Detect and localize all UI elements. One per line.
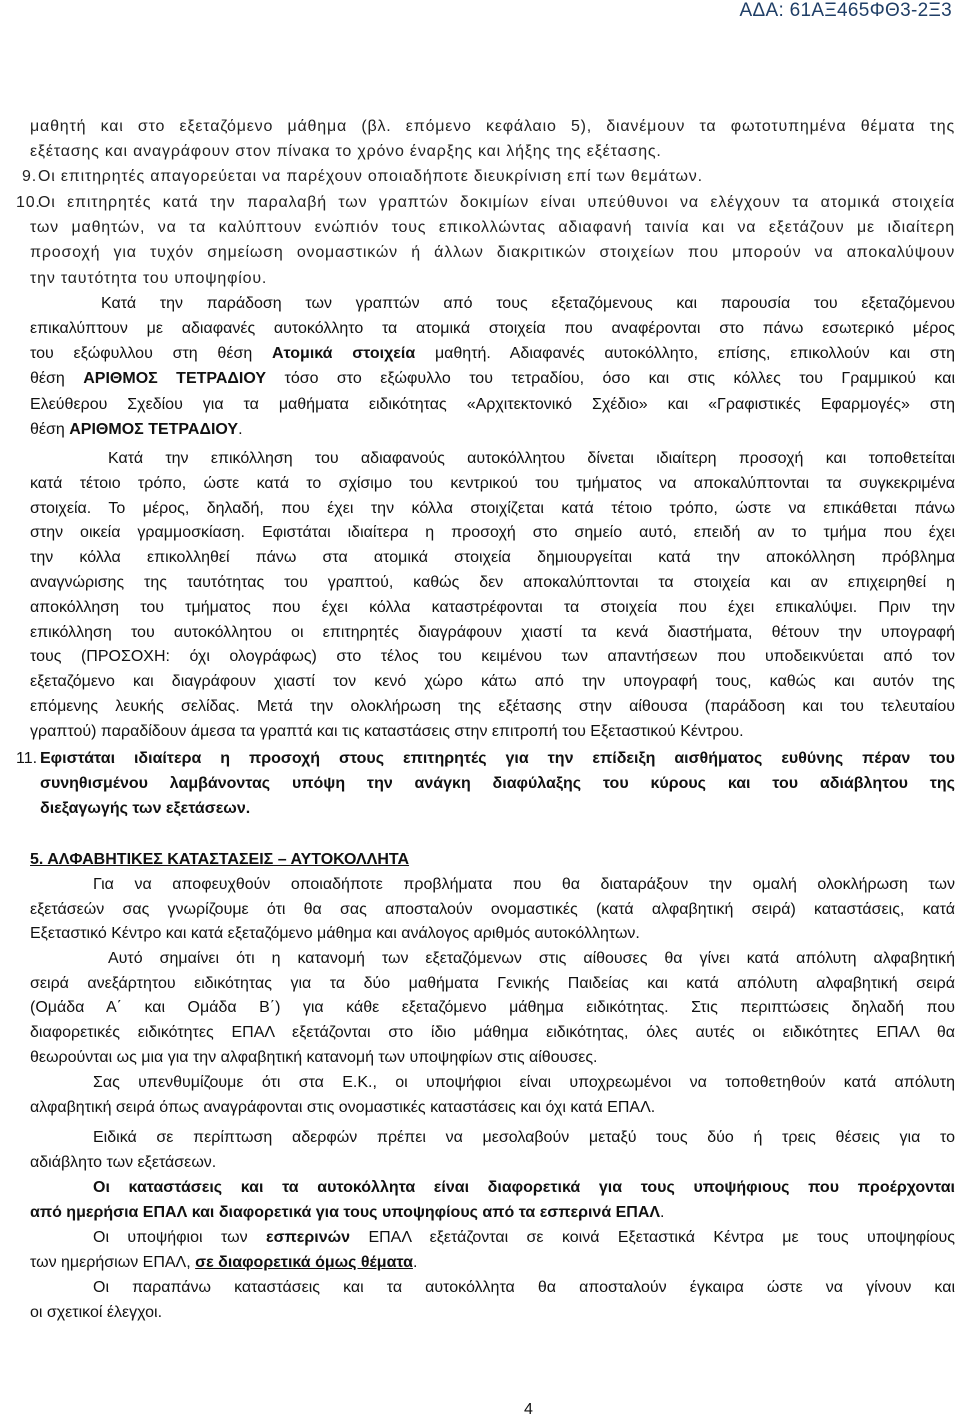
text-run: θέση — [30, 421, 70, 438]
body-text-line: σειρά ανεξάρτητου ειδικότητας για τα δύο μαθήματα Γενικής Παιδείας και κατά απόλυτη αλφαβητική σειρά — [30, 975, 955, 992]
body-text-line: Οι επιτηρητές απαγορεύεται να παρέχουν οποιαδήποτε διευκρίνιση επί των θεμάτων. — [38, 168, 703, 185]
bold-emphasis: ΑΡΙΘΜΟΣ ΤΕΤΡΑΔΙΟΥ — [83, 370, 267, 387]
bold-emphasis: ΑΡΙΘΜΟΣ ΤΕΤΡΑΔΙΟΥ — [69, 421, 239, 438]
body-text-line — [30, 1251, 955, 1275]
text-run: θέση — [30, 370, 84, 387]
body-text-line: θεωρούνται ως μια για την αλφαβητική κατανομή των υποψηφίων στις αίθουσες. — [30, 1049, 598, 1066]
body-text-line: Ειδικά σε περίπτωση αδερφών πρέπει να μεσολαβούν μεταξύ τους δύο ή τρεις θέσεις για το — [93, 1129, 955, 1146]
text-run: τόσο στο εξώφυλλο του τετραδίου, όσο και στις κόλλες του Γραμμικού και — [266, 370, 956, 387]
body-text-line — [30, 418, 955, 442]
text-run: των ημερήσιων ΕΠΑΛ, — [30, 1254, 196, 1271]
body-text-line: τους (ΠΡΟΣΟΧΗ: όχι ολογράφως) στο τέλος του κειμένου των απαντήσεων που υποδεικνύεται από τον — [30, 648, 955, 665]
text-run: του εξώφυλλου στη θέση — [30, 345, 272, 362]
body-text-line: Οι επιτηρητές κατά την παραλαβή των γραπτών δοκιμίων είναι υπεύθυνοι να ελέγχουν τα ατομικά στοιχεία — [38, 194, 955, 211]
body-text-line: κατά τέτοιο τρόπο, ώστε κατά το σχίσιμο του κεντρικού του τμήματος να αποκαλύπτονται τα συγκεκριμένα — [30, 475, 955, 492]
body-text-line: Κατά την επικόλληση του αδιαφανούς αυτοκόλλητου δίνεται ιδιαίτερη προσοχή και τοποθετείται — [108, 450, 955, 467]
bold-text-line: συνηθισμένου λαμβάνοντας υπόψη την ανάγκη διαφύλαξης του κύρους και του αδιάβλητου της — [40, 775, 955, 792]
bold-text-line: διεξαγωγής των εξετάσεων. — [40, 800, 251, 817]
text-run: μαθητή. Αδιαφανές αυτοκόλλητο, επίσης, επικολλούν και στη — [415, 345, 955, 362]
text-run: . — [660, 1204, 665, 1221]
body-text-line: επόμενης λευκής σελίδας. Μετά την ολοκλήρωση της εξέτασης στην αίθουσα (παράδοση και του τελευταίου — [30, 698, 955, 715]
body-text-line: εξέτασης και αναγράφουν στον πίνακα το χρόνο έναρξης και λήξης της εξέτασης. — [30, 143, 662, 160]
body-text-line: αδιάβλητο των εξετάσεων. — [30, 1154, 217, 1171]
body-text-line: αποκόλληση του τμήματος που έχει κόλλα καταστρέφονται τα στοιχεία που έχει επικαλύψει. Πριν την — [30, 599, 955, 616]
body-text-line: εξεταζόμενο και διαγράφουν χιαστί τον κενό χώρο κάτω από την υπογραφή τους, καθώς και αυτόν της — [30, 673, 955, 690]
body-text-line: επικαλύπτουν με αδιαφανές αυτοκόλλητο τα ατομικά στοιχεία που αναφέρονται στο πάνω εσωτερικό μέρος — [30, 320, 955, 337]
list-number: 11. — [16, 750, 38, 767]
body-text-line — [30, 1201, 955, 1225]
body-text-line: μαθητή και στο εξεταζόμενο μάθημα (βλ. επόμενο κεφάλαιο 5), διανέμουν τα φωτοτυπημένα θέματα της — [30, 118, 955, 135]
section-heading — [30, 848, 955, 872]
body-text-line: προσοχή για τυχόν σημείωση ονομαστικών ή άλλων διακριτικών στοιχείων που μπορούν να αποκαλύψουν — [30, 244, 955, 261]
body-text-line: αλφαβητική σειρά όπως αναγράφονται στις ονομαστικές καταστάσεις και όχι κατά ΕΠΑΛ. — [30, 1099, 656, 1116]
body-text-line: διαφορετικές ειδικότητες ΕΠΑΛ εξετάζονται στο ίδιο μάθημα ειδικότητας, όλες αυτές οι ειδικότητες ΕΠΑΛ θα — [30, 1024, 955, 1041]
ada-code: ΑΔΑ: 61ΑΞ465ΦΘ3-2Ξ3 — [739, 0, 952, 21]
list-number: 9. — [22, 168, 37, 185]
body-text-line: επικόλληση του αυτοκόλλητου οι επιτηρητές διαγράφουν χιαστί τα κενά διαστήματα, θέτουν την υπογραφή — [30, 624, 955, 641]
bold-underlined-emphasis: σε διαφορετικά όμως θέματα — [195, 1254, 413, 1271]
bold-text-line: Εφιστάται ιδιαίτερα η προσοχή στους επιτηρητές για την επίδειξη αισθήματος ευθύνης πέραν του — [40, 750, 955, 767]
text-run: ΕΠΑΛ εξετάζονται σε κοινά Εξεταστικά Κέντρα με τους υποψηφίους — [350, 1229, 955, 1246]
body-text-line: την κόλλα επικολληθεί πάνω στα ατομικά στοιχεία δημιουργείται κατά την αποκόλληση πρόβλημα — [30, 549, 955, 566]
body-text-line: Σας υπενθυμίζουμε ότι στα Ε.Κ., οι υποψήφιοι είναι υποχρεωμένοι να τοποθετηθούν κατά απόλυτη — [93, 1074, 955, 1091]
bold-text-line: Οι καταστάσεις και τα αυτοκόλλητα είναι διαφορετικά για τους υποψήφιους που προέρχονται — [93, 1179, 955, 1196]
bold-emphasis: από ημερήσια ΕΠΑΛ και διαφορετικά για τους υποψηφίους από τα εσπερινά ΕΠΑΛ — [30, 1204, 661, 1221]
text-run: Οι υποψήφιοι των — [93, 1229, 266, 1246]
body-text-line: Για να αποφευχθούν οποιαδήποτε προβλήματα που θα διαταράξουν την ομαλή ολοκλήρωση των — [93, 876, 955, 893]
body-text-line: την ταυτότητα του υποψηφίου. — [30, 270, 268, 287]
body-text-line — [30, 367, 955, 391]
list-number: 10. — [16, 194, 41, 211]
text-run: . — [238, 421, 243, 438]
body-text-line — [30, 342, 955, 366]
body-text-line: των μαθητών, να τα καλύπτουν ενώπιόν τους επικολλώντας αδιαφανή ταινία και να εξετάζουν με ιδιαίτερη — [30, 219, 955, 236]
body-text-line: (Ομάδα Α΄ και Ομάδα Β΄) για κάθε εξεταζόμενο μάθημα ειδικότητας. Στις περιπτώσεις δηλαδή που — [30, 999, 955, 1016]
bold-emphasis: εσπερινών — [265, 1229, 351, 1246]
body-text-line — [93, 1226, 955, 1250]
body-text-line: Κατά την παράδοση των γραπτών από τους εξεταζόμενους και παρουσία του εξεταζόμενου — [101, 295, 955, 312]
body-text-line: εξετάσεών σας γνωρίζουμε ότι θα σας αποσταλούν ονομαστικές (κατά αλφαβητική σειρά) καταστάσεις, κατά — [30, 901, 955, 918]
body-text-line: οι σχετικοί έλεγχοι. — [30, 1304, 163, 1321]
body-text-line: Οι παραπάνω καταστάσεις και τα αυτοκόλλητα θα αποσταλούν έγκαιρα ώστε να γίνουν και — [93, 1279, 955, 1296]
body-text-line: γραπτού) παραδίδουν άμεσα τα γραπτά και τις καταστάσεις στην επιτροπή του Εξεταστικού Κέντρου. — [30, 723, 744, 740]
body-text-line: Αυτό σημαίνει ότι η κατανομή των εξεταζόμενων στις αίθουσες θα γίνει κατά απόλυτη αλφαβητική — [108, 950, 955, 967]
body-text-line: Εξεταστικό Κέντρο και κατά εξεταζόμενο μάθημα και ανάλογος αριθμός αυτοκόλλητων. — [30, 925, 640, 942]
section-heading-text: 5. ΑΛΦΑΒΗΤΙΚΕΣ ΚΑΤΑΣΤΑΣΕΙΣ – ΑΥΤΟΚΟΛΛΗΤΑ — [30, 851, 410, 868]
body-text-line: Ελεύθερου Σχεδίου για τα μαθήματα ειδικότητας «Αρχιτεκτονικό Σχέδιο» και «Γραφιστικές Εφαρμογές» στη — [30, 396, 955, 413]
body-text-line: στην οικεία γραμμοσκίαση. Εφιστάται ιδιαίτερα η προσοχή στο σημείο αυτό, επειδή αν το τμήμα που έχει — [30, 524, 955, 541]
body-text-line: αναγνώρισης της ταυτότητας του γραπτού, καθώς δεν αποκαλύπτονται τα στοιχεία και αν επιχειρηθεί η — [30, 574, 955, 591]
bold-emphasis: Ατομικά στοιχεία — [272, 345, 416, 362]
text-run: . — [412, 1254, 418, 1271]
page-number: 4 — [524, 1401, 533, 1418]
body-text-line: στοιχεία. Το μέρος, δηλαδή, που έχει την κόλλα στοιχίζεται κατά τέτοιο τρόπο, ώστε να επικάθεται πάνω — [30, 500, 955, 517]
